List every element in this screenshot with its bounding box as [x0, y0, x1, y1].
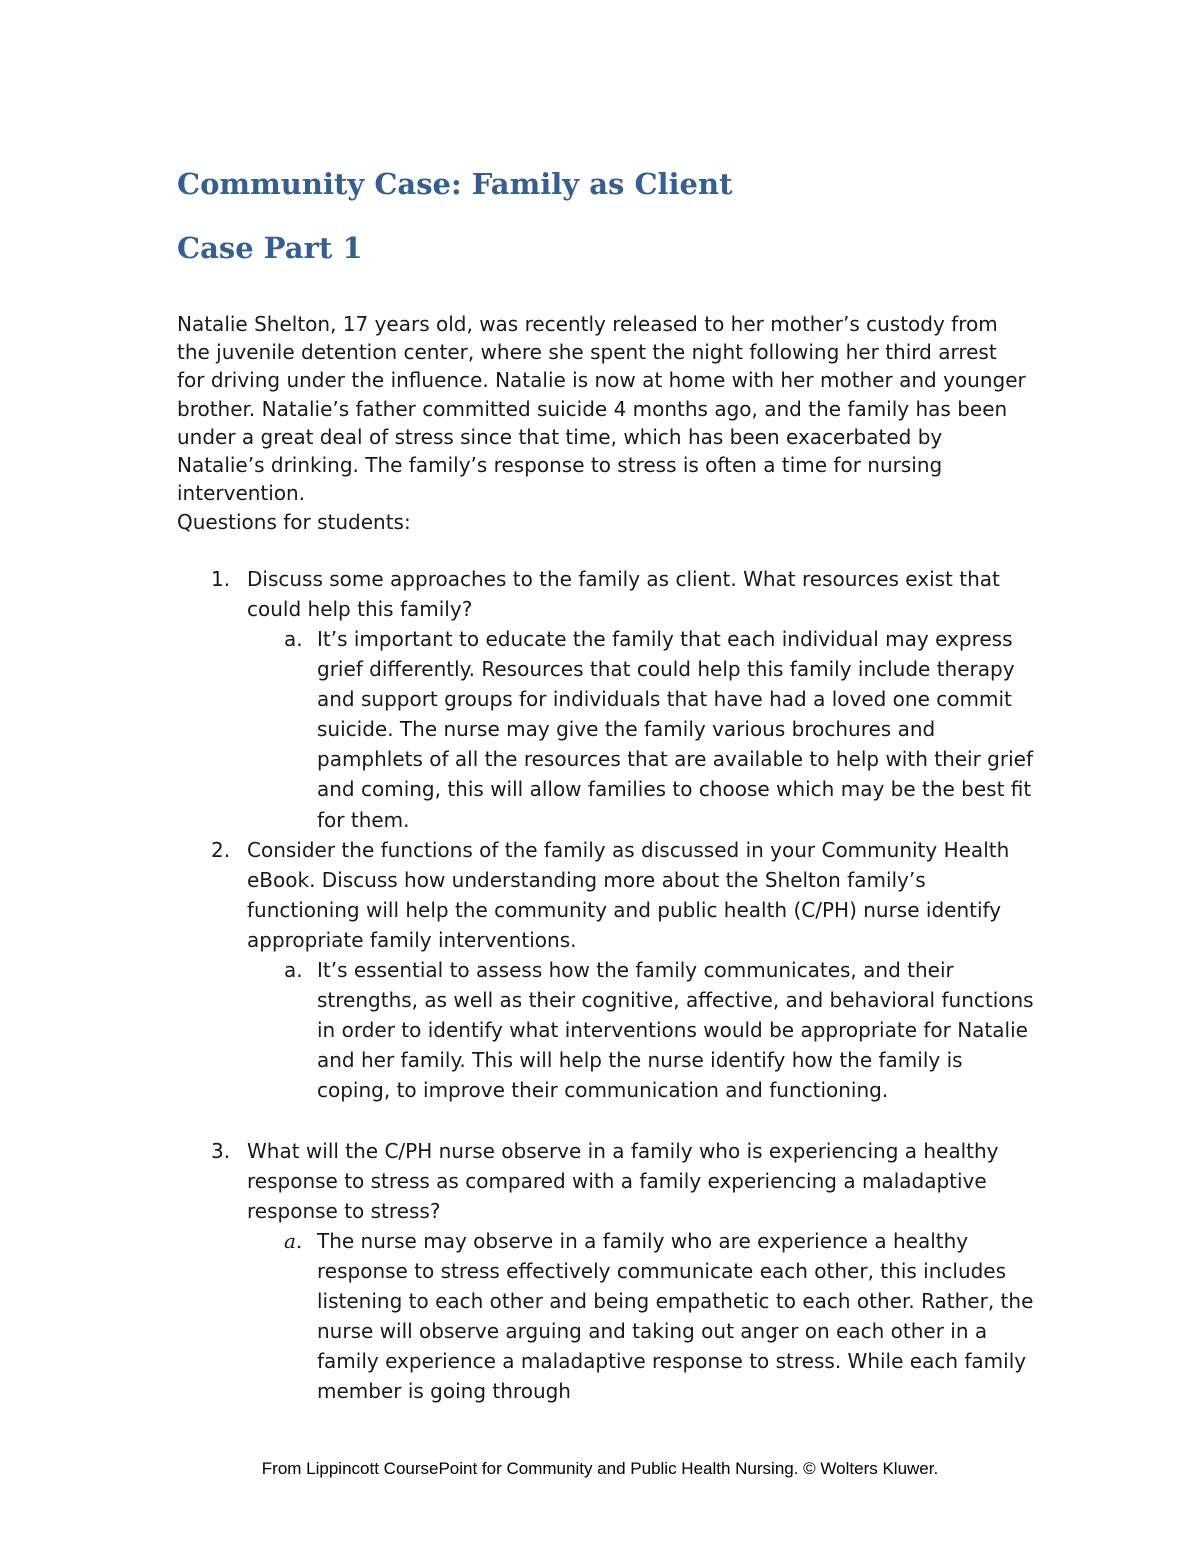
- answer-3-text: The nurse may observe in a family who are experience a healthy response to stress effectively communicate each other, this includes listening to each other and being empathetic to each other. Rather, the nurse will observe arguing and taking out anger on each other in a family experience a maladaptive response to stress. While each family member is going through: [317, 1229, 1034, 1404]
- answer-3-marker: a.: [284, 1229, 303, 1253]
- answer-1-text: It’s important to educate the family that each individual may express grief differently. Resources that could help this family include therapy and support groups for individuals that have had a loved one commit suicide. The nurse may give the family various brochures and pamphlets of all the resources that are available to help with their grief and coming, this will allow families to choose which may be the best fit for them.: [317, 627, 1034, 832]
- page-title: Community Case: Family as Client: [177, 167, 733, 201]
- question-3-text: What will the C/PH nurse observe in a family who is experiencing a healthy response to stress as compared with a family experiencing a maladaptive response to stress?: [247, 1139, 999, 1224]
- answer-2-marker: a.: [284, 958, 303, 982]
- answer-2-text: It’s essential to assess how the family communicates, and their strengths, as well as their cognitive, affective, and behavioral functions in order to identify what interventions would be appropriate for Natalie and her family. This will help the nurse identify how the family is coping, to improve their communication and functioning.: [317, 958, 1034, 1103]
- question-1-number: 1.: [211, 567, 231, 591]
- questions-label: Questions for students:: [177, 510, 411, 534]
- answer-1-marker: a.: [284, 627, 303, 651]
- case-intro-paragraph: Natalie Shelton, 17 years old, was recently released to her mother’s custody from the juvenile detention center, where she spent the night following her third arrest for driving under the influence. Natalie is now at home with her mother and younger brother. Natalie’s father committed suicide 4 months ago, and the family has been under a great deal of stress since that time, which has been exacerbated by Natalie’s drinking. The family’s response to stress is often a time for nursing intervention.: [177, 312, 1026, 506]
- question-1-text: Discuss some approaches to the family as client. What resources exist that could help this family?: [247, 567, 1000, 622]
- page-footer: From Lippincott CoursePoint for Community and Public Health Nursing. © Wolters Kluwer.: [261, 1459, 939, 1478]
- question-2-number: 2.: [211, 838, 231, 862]
- question-2-text: Consider the functions of the family as discussed in your Community Health eBook. Discuss how understanding more about the Shelton family’s functioning will help the community and public health (C/PH) nurse identify appropriate family interventions.: [247, 838, 1010, 953]
- question-3-number: 3.: [211, 1139, 231, 1163]
- section-heading: Case Part 1: [177, 231, 363, 265]
